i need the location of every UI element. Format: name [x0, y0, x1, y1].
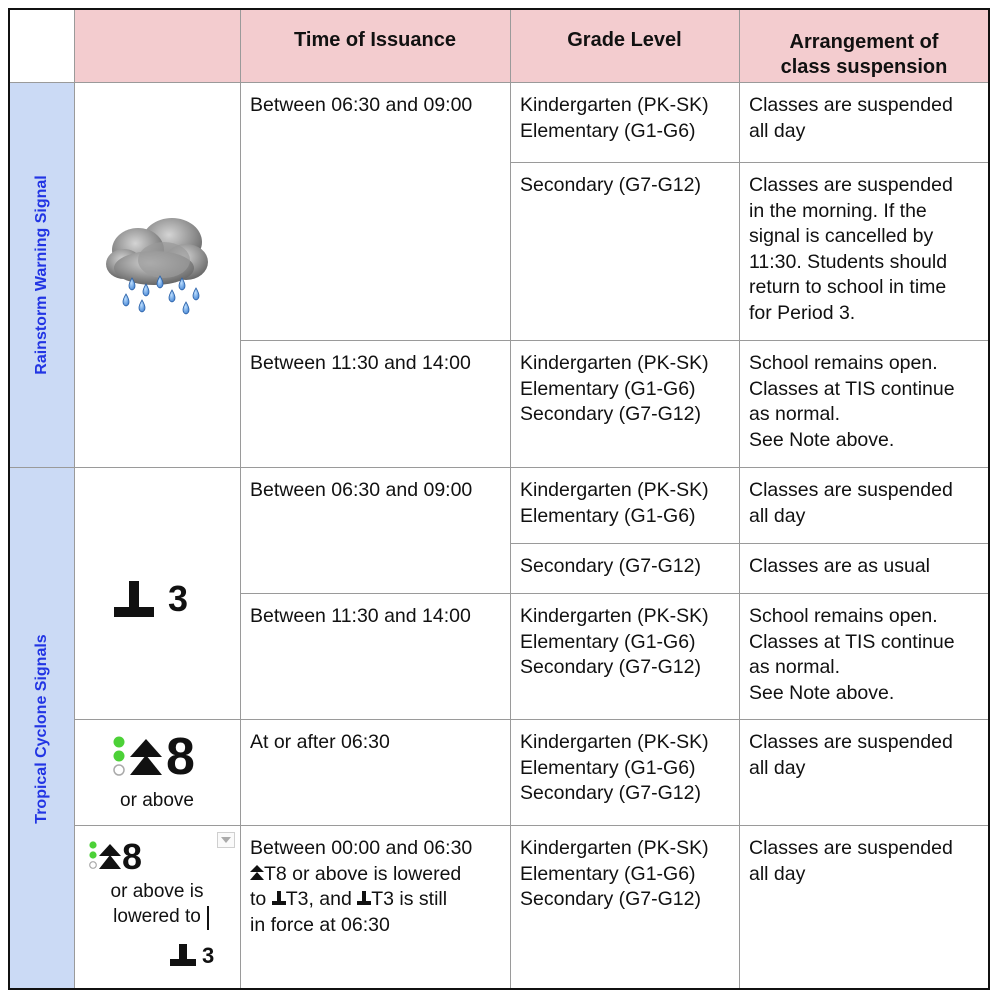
time-line-4: in force at 06:30: [250, 913, 390, 936]
arrangement-cell: Classes are as usual: [749, 555, 931, 577]
group-cyclone: [10, 467, 74, 990]
time-line-2-text: T8 or above is lowered: [264, 862, 462, 885]
header-time: Time of Issuance: [240, 10, 510, 82]
t8-caption: or above: [120, 790, 194, 811]
time-cell: Between 11:30 and 14:00: [250, 605, 471, 627]
group-cyclone-label: Tropical Cyclone Signals: [33, 633, 50, 824]
time-line-3c: T3 is still: [371, 888, 448, 911]
grade-cell: Kindergarten (PK-SK) Elementary (G1-G6) Secondary (G7-G12): [520, 352, 709, 426]
header-grade: Grade Level: [510, 10, 739, 82]
grade-cell: Secondary (G7-G12): [520, 174, 701, 196]
arrangement-cell: School remains open. Classes at TIS continue as normal. See Note above.: [749, 352, 955, 451]
grid-line: [240, 340, 990, 341]
time-line-3b: T3, and: [285, 888, 358, 911]
grade-cell: Secondary (G7-G12): [520, 555, 701, 577]
t3-number: 3: [168, 578, 189, 619]
header-blank: [74, 10, 240, 82]
t3-inline-icon: [357, 891, 371, 906]
group-rainstorm: [10, 82, 74, 467]
grid-line: [739, 10, 740, 990]
grade-cell: Kindergarten (PK-SK) Elementary (G1-G6): [520, 479, 709, 527]
grid-line: [74, 719, 990, 720]
t8-small-lights-icon: [88, 841, 98, 871]
chevron-down-icon: [221, 837, 231, 843]
arrangement-cell: Classes are suspended all day: [749, 731, 953, 779]
grid-line: [510, 10, 511, 990]
grid-line: [74, 10, 75, 990]
text-cursor: [207, 906, 209, 930]
t8-number: 8: [166, 728, 195, 786]
t8-small-number: 8: [122, 836, 143, 877]
arrangement-cell: Classes are suspended all day: [749, 94, 953, 142]
group-rainstorm-label: Rainstorm Warning Signal: [33, 174, 50, 375]
time-cell: Between 06:30 and 09:00: [250, 94, 473, 116]
time-cell: Between 11:30 and 14:00: [250, 352, 471, 374]
grade-cell: Kindergarten (PK-SK) Elementary (G1-G6) Secondary (G7-G12): [520, 837, 709, 911]
time-line-1: Between 00:00 and 06:30: [250, 837, 473, 859]
t3-inline-icon: [272, 891, 286, 906]
t3-small-signal-icon: [170, 943, 196, 967]
t8-small-signal-icon: [98, 843, 122, 871]
arrangement-cell: Classes are suspended in the morning. If the signal is cancelled by 11:30. Students should return to school in time for Period 3.: [749, 174, 953, 324]
t3-signal-icon: [114, 579, 154, 619]
t8-lowered-caption-1: or above is: [110, 881, 204, 902]
t8-lowered-caption-2: lowered to: [113, 906, 201, 927]
grid-line: [240, 10, 241, 990]
grid-line: [510, 162, 990, 163]
arrangement-cell: Classes are suspended all day: [749, 837, 953, 885]
rain-cloud-icon: [74, 82, 240, 467]
rainstorm-signal-cell: [74, 82, 240, 467]
grid-line: [74, 825, 990, 826]
t3-signal-cell: [74, 467, 240, 719]
t8-signal-icon: [128, 737, 164, 777]
t8-lowered-signal-cell: [74, 825, 240, 990]
t8-signal-cell: [74, 719, 240, 825]
time-line-3a: to: [250, 888, 272, 911]
grid-line: [240, 593, 990, 594]
dropdown-handle[interactable]: [217, 832, 235, 848]
grade-cell: Kindergarten (PK-SK) Elementary (G1-G6) Secondary (G7-G12): [520, 605, 709, 679]
time-cell-lowered: [240, 825, 510, 990]
time-cell: Between 06:30 and 09:00: [250, 479, 473, 501]
time-line-2: [250, 862, 500, 888]
grid-line: [510, 543, 990, 544]
time-line-3: [250, 887, 500, 913]
arrangement-cell: School remains open. Classes at TIS continue as normal. See Note above.: [749, 605, 955, 704]
grid-line: [10, 82, 990, 83]
header-corner: [10, 10, 74, 82]
time-cell: At or after 06:30: [250, 731, 390, 753]
t8-inline-icon: [250, 865, 264, 881]
t3-small-number: 3: [202, 943, 215, 968]
grade-cell: Kindergarten (PK-SK) Elementary (G1-G6): [520, 94, 709, 142]
header-arrangement: Arrangement of class suspension: [739, 10, 989, 82]
grid-line: [10, 467, 990, 468]
arrangement-cell: Classes are suspended all day: [749, 479, 953, 527]
t8-lights-icon: [112, 735, 126, 779]
grade-cell: Kindergarten (PK-SK) Elementary (G1-G6) Secondary (G7-G12): [520, 731, 709, 805]
